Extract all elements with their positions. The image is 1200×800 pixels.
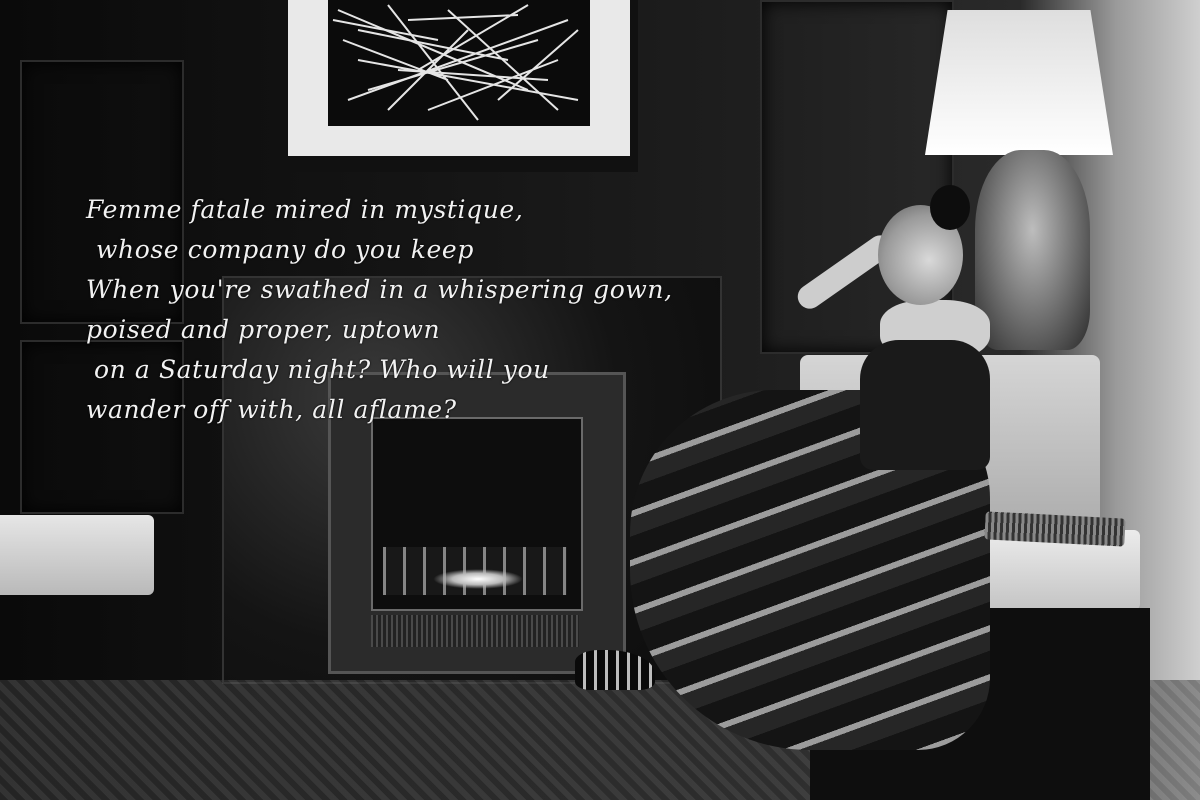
poem-line: on a Saturday night? Who will you [94,355,550,384]
artwork-print [328,0,590,126]
lamp-shade [925,10,1113,155]
arrow-scribble-artwork [328,0,590,126]
poem-line: wander off with, all aflame? [86,395,457,424]
ottoman [0,515,154,595]
fireplace-vent [371,615,579,647]
artwork-mat [288,0,630,156]
fascinator-hairpiece [930,185,970,230]
framed-artwork [280,0,638,172]
fire-flames [433,569,523,589]
poem-line: When you're swathed in a whispering gown, [86,275,673,304]
handwritten-poem [86,190,786,430]
poem-line: whose company do you keep [96,235,474,264]
strapless-bodice [860,340,990,470]
firebox [371,417,583,611]
poem-line: poised and proper, uptown [86,315,441,344]
sculptural-lamp-base [975,150,1090,350]
poem-line: Femme fatale mired in mystique, [86,195,524,224]
